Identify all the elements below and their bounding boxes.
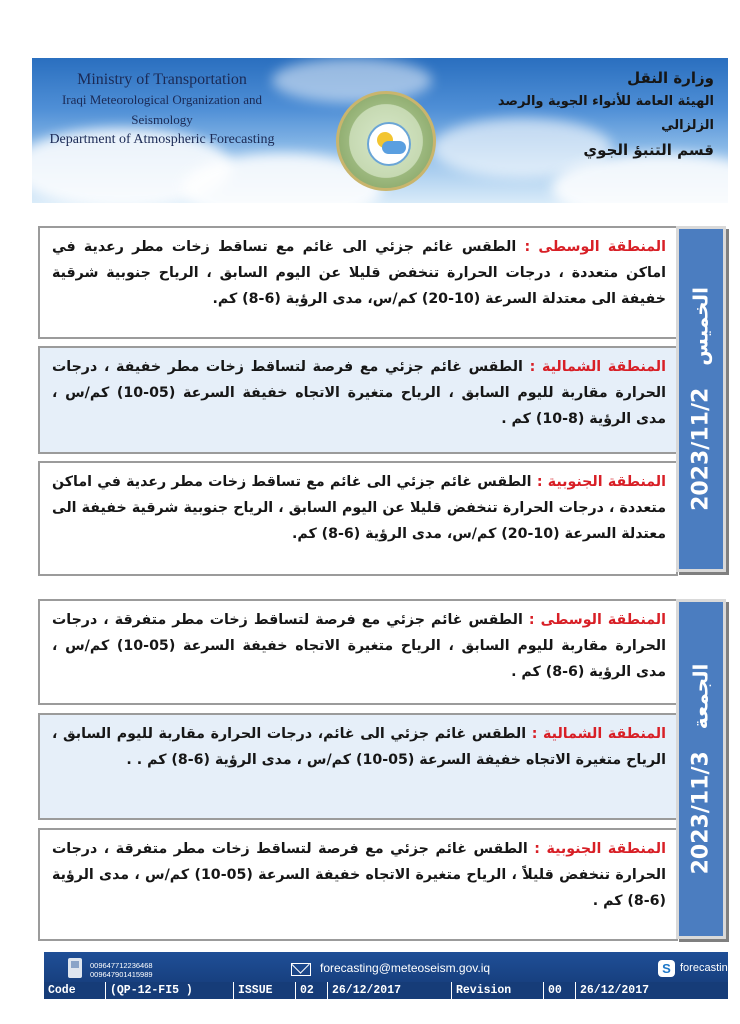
date-value: 2023/11/2: [688, 387, 714, 511]
date-value: 2023/11/3: [688, 751, 714, 875]
code-value: (QP-12-FI5 ): [106, 982, 234, 999]
document-code-row: [44, 982, 728, 999]
phone-number: 009647901415989: [90, 970, 153, 979]
region-label: المنطقة الجنوبية :: [536, 474, 666, 490]
meteorological-emblem-icon: [336, 91, 436, 191]
forecast-entry-day1-south: [38, 461, 678, 576]
region-label: المنطقة الوسطى :: [524, 239, 666, 255]
forecast-entry-day1-central: [38, 226, 678, 339]
forecast-text: الطقس غائم جزئي مع فرصة لتساقط زخات مطر متفرقة ، درجات الحرارة مقاربة لليوم السابق ، الرياح متغيرة الاتجاه خفيفة السرعة (05-10) كم/س ، مدى الرؤية (6-8) كم .: [52, 612, 666, 680]
region-label: المنطقة الوسطى :: [528, 612, 666, 628]
issue-value: 02: [296, 982, 328, 999]
ministry-name-ar: وزارة النقل: [627, 69, 714, 87]
envelope-icon: [291, 963, 311, 976]
code-label: Code: [44, 982, 106, 999]
forecast-text: الطقس غائم جزئي الى غائم، درجات الحرارة مقاربة لليوم السابق ، الرياح متغيرة الاتجاه خفيفة السرعة (05-10) كم/س ، مدى الرؤية (6-8) كم . .: [52, 726, 666, 768]
header-banner: [32, 58, 728, 203]
phone-numbers: [90, 961, 153, 979]
forecast-entry-day2-north: [38, 713, 678, 820]
arabic-heading: [484, 66, 714, 162]
contact-footer: [44, 952, 734, 984]
issue-date: 26/12/2017: [328, 982, 452, 999]
organization-name-en: Iraqi Meteorological Organization and Seismology: [61, 92, 263, 127]
date-label: [689, 287, 714, 511]
forecast-text: الطقس غائم جزئي مع فرصة لتساقط زخات مطر متفرقة ، درجات الحرارة تنخفض قليلاً ، الرياح متغيرة الاتجاه خفيفة السرعة (05-10) كم/س ، مدى الرؤية (6-8) كم .: [52, 841, 666, 909]
email-link[interactable]: forecasting@meteoseism.gov.iq: [320, 961, 491, 975]
forecast-entry-day2-south: [38, 828, 678, 941]
issue-label: ISSUE: [234, 982, 296, 999]
date-tab-day2: [676, 599, 726, 939]
region-label: المنطقة الجنوبية :: [534, 841, 666, 857]
revision-date: 26/12/2017: [580, 984, 650, 997]
date-label: [689, 664, 714, 875]
revision-label: Revision: [452, 982, 544, 999]
forecast-entry-day2-central: [38, 599, 678, 705]
region-label: المنطقة الشمالية :: [531, 726, 666, 742]
skype-handle[interactable]: forecasting: [680, 962, 734, 974]
date-tab-day1: [676, 226, 726, 572]
day-name: الخميس: [688, 287, 713, 366]
ministry-name-en: Ministry of Transportation: [77, 71, 247, 88]
organization-name-ar: الهيئة العامة للأنواء الجوية والرصد الزلزالي: [497, 94, 714, 133]
forecast-text: الطقس غائم جزئي الى غائم مع تساقط زخات مطر رعدية في اماكن متعددة ، درجات الحرارة تنخفض قليلا عن اليوم السابق ، الرياح جنوبية شرقية خفيفة الى معتدلة السرعة (10-20) كم/س، مدى الرؤية (6-8) كم.: [52, 239, 666, 307]
day-name: الجمعة: [688, 663, 713, 730]
department-name-ar: قسم التنبؤ الجوي: [583, 141, 714, 159]
forecast-text: الطقس غائم جزئي الى غائم مع تساقط زخات مطر رعدية في اماكن متعددة ، درجات الحرارة تنخفض قليلا عن اليوم السابق ، الرياح جنوبية شرقية خفيفة الى معتدلة السرعة (10-20) كم/س، مدى الرؤية (6-8) كم.: [52, 474, 666, 542]
phone-number: 009647712236468: [90, 961, 153, 970]
region-label: المنطقة الشمالية :: [529, 359, 666, 375]
department-name-en: Department of Atmospheric Forecasting: [49, 132, 275, 147]
phone-icon: [68, 958, 82, 978]
forecast-text: الطقس غائم جزئي مع فرصة لتساقط زخات مطر خفيفة ، درجات الحرارة مقاربة لليوم السابق ، الرياح متغيرة الاتجاه خفيفة السرعة (05-10) كم/س ، مدى الرؤية (8-10) كم .: [52, 359, 666, 427]
english-heading: [32, 70, 292, 150]
skype-icon: S: [658, 960, 675, 977]
revision-value: 00: [544, 982, 576, 999]
forecast-entry-day1-north: [38, 346, 678, 454]
